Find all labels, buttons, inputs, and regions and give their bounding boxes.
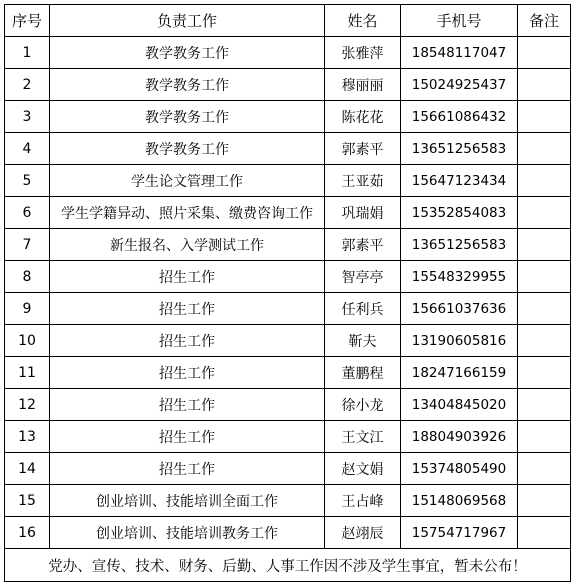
cell-duty: 教学教务工作 bbox=[50, 37, 325, 69]
cell-phone: 15024925437 bbox=[401, 69, 518, 101]
table-row bbox=[5, 37, 571, 69]
cell-name: 郭素平 bbox=[325, 133, 401, 165]
cell-phone: 13651256583 bbox=[401, 133, 518, 165]
table-row bbox=[5, 133, 571, 165]
cell-phone: 15647123434 bbox=[401, 165, 518, 197]
cell-name: 张雅萍 bbox=[325, 37, 401, 69]
cell-phone: 13190605816 bbox=[401, 325, 518, 357]
table-row bbox=[5, 357, 571, 389]
cell-number: 11 bbox=[5, 357, 50, 389]
table-row bbox=[5, 421, 571, 453]
cell-number: 15 bbox=[5, 485, 50, 517]
table-row bbox=[5, 293, 571, 325]
cell-note bbox=[518, 389, 571, 421]
cell-duty: 新生报名、入学测试工作 bbox=[50, 229, 325, 261]
cell-number: 7 bbox=[5, 229, 50, 261]
cell-phone: 15548329955 bbox=[401, 261, 518, 293]
cell-phone: 15374805490 bbox=[401, 453, 518, 485]
table-header bbox=[5, 5, 571, 37]
cell-phone: 15148069568 bbox=[401, 485, 518, 517]
cell-phone: 18247166159 bbox=[401, 357, 518, 389]
cell-duty: 招生工作 bbox=[50, 293, 325, 325]
header-name: 姓名 bbox=[325, 5, 401, 37]
table-row bbox=[5, 165, 571, 197]
cell-name: 巩瑞娟 bbox=[325, 197, 401, 229]
cell-number: 8 bbox=[5, 261, 50, 293]
cell-duty: 招生工作 bbox=[50, 421, 325, 453]
cell-number: 5 bbox=[5, 165, 50, 197]
cell-note bbox=[518, 229, 571, 261]
cell-phone: 15661037636 bbox=[401, 293, 518, 325]
cell-number: 14 bbox=[5, 453, 50, 485]
table-row bbox=[5, 517, 571, 549]
cell-note bbox=[518, 165, 571, 197]
table-row bbox=[5, 197, 571, 229]
cell-number: 2 bbox=[5, 69, 50, 101]
cell-note bbox=[518, 261, 571, 293]
cell-number: 6 bbox=[5, 197, 50, 229]
cell-note bbox=[518, 453, 571, 485]
header-row bbox=[5, 5, 571, 37]
table-row bbox=[5, 101, 571, 133]
cell-number: 10 bbox=[5, 325, 50, 357]
cell-note bbox=[518, 37, 571, 69]
header-phone: 手机号 bbox=[401, 5, 518, 37]
table-row bbox=[5, 69, 571, 101]
cell-number: 4 bbox=[5, 133, 50, 165]
cell-note bbox=[518, 421, 571, 453]
cell-name: 郭素平 bbox=[325, 229, 401, 261]
table-body bbox=[5, 37, 571, 582]
cell-phone: 15352854083 bbox=[401, 197, 518, 229]
cell-name: 王占峰 bbox=[325, 485, 401, 517]
cell-duty: 创业培训、技能培训全面工作 bbox=[50, 485, 325, 517]
cell-note bbox=[518, 517, 571, 549]
cell-note bbox=[518, 357, 571, 389]
cell-note bbox=[518, 101, 571, 133]
table-row bbox=[5, 485, 571, 517]
cell-name: 穆丽丽 bbox=[325, 69, 401, 101]
cell-note bbox=[518, 293, 571, 325]
header-number: 序号 bbox=[5, 5, 50, 37]
cell-phone: 18804903926 bbox=[401, 421, 518, 453]
cell-phone: 13651256583 bbox=[401, 229, 518, 261]
cell-duty: 招生工作 bbox=[50, 389, 325, 421]
cell-phone: 13404845020 bbox=[401, 389, 518, 421]
cell-duty: 教学教务工作 bbox=[50, 69, 325, 101]
staff-contact-table bbox=[4, 4, 571, 582]
table-footer-row bbox=[5, 549, 571, 582]
table-row bbox=[5, 229, 571, 261]
table-row bbox=[5, 261, 571, 293]
cell-phone: 18548117047 bbox=[401, 37, 518, 69]
cell-name: 任利兵 bbox=[325, 293, 401, 325]
cell-number: 12 bbox=[5, 389, 50, 421]
cell-duty: 招生工作 bbox=[50, 261, 325, 293]
cell-number: 16 bbox=[5, 517, 50, 549]
cell-number: 13 bbox=[5, 421, 50, 453]
cell-note bbox=[518, 197, 571, 229]
cell-note bbox=[518, 69, 571, 101]
table-row bbox=[5, 453, 571, 485]
table-row bbox=[5, 389, 571, 421]
cell-name: 靳夫 bbox=[325, 325, 401, 357]
cell-duty: 学生论文管理工作 bbox=[50, 165, 325, 197]
cell-note bbox=[518, 325, 571, 357]
cell-phone: 15661086432 bbox=[401, 101, 518, 133]
footer-note: 党办、宣传、技术、财务、后勤、人事工作因不涉及学生事宜，暂未公布！ bbox=[5, 549, 571, 582]
cell-duty: 创业培训、技能培训教务工作 bbox=[50, 517, 325, 549]
cell-name: 陈花花 bbox=[325, 101, 401, 133]
cell-duty: 教学教务工作 bbox=[50, 133, 325, 165]
header-duty: 负责工作 bbox=[50, 5, 325, 37]
cell-duty: 招生工作 bbox=[50, 325, 325, 357]
cell-number: 3 bbox=[5, 101, 50, 133]
cell-number: 1 bbox=[5, 37, 50, 69]
cell-note bbox=[518, 133, 571, 165]
cell-duty: 招生工作 bbox=[50, 453, 325, 485]
cell-name: 赵翊辰 bbox=[325, 517, 401, 549]
cell-duty: 招生工作 bbox=[50, 357, 325, 389]
header-note: 备注 bbox=[518, 5, 571, 37]
cell-name: 徐小龙 bbox=[325, 389, 401, 421]
cell-duty: 学生学籍异动、照片采集、缴费咨询工作 bbox=[50, 197, 325, 229]
cell-name: 董鹏程 bbox=[325, 357, 401, 389]
cell-name: 智亭亭 bbox=[325, 261, 401, 293]
cell-number: 9 bbox=[5, 293, 50, 325]
cell-name: 王文江 bbox=[325, 421, 401, 453]
table-row bbox=[5, 325, 571, 357]
cell-phone: 15754717967 bbox=[401, 517, 518, 549]
cell-duty: 教学教务工作 bbox=[50, 101, 325, 133]
cell-note bbox=[518, 485, 571, 517]
cell-name: 赵文娟 bbox=[325, 453, 401, 485]
cell-name: 王亚茹 bbox=[325, 165, 401, 197]
